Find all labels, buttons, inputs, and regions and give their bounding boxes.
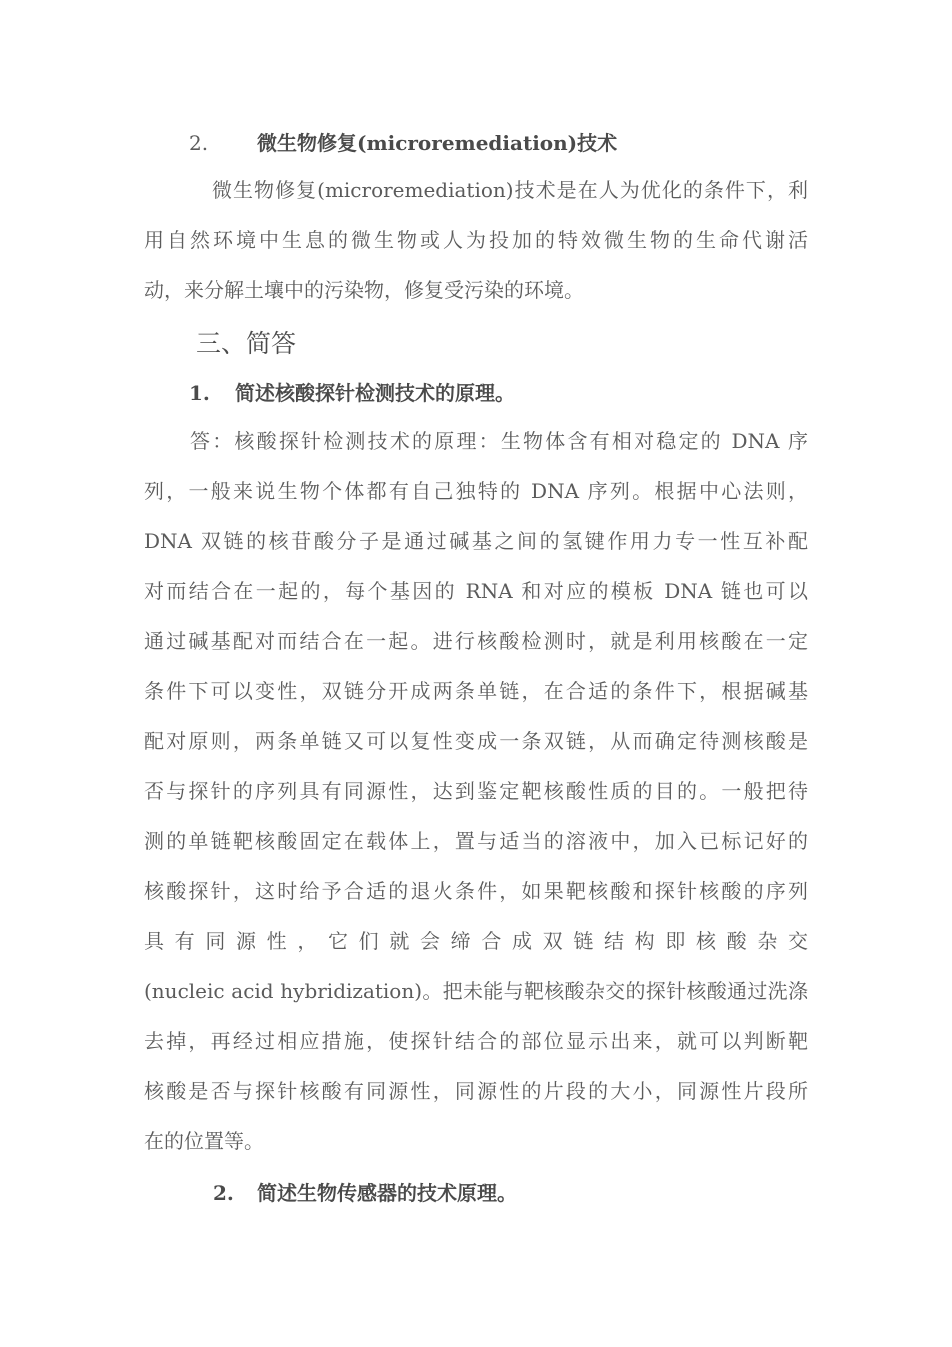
- section-title: 三、简答: [196, 329, 297, 358]
- answer-line: 测的单链靶核酸固定在载体上，置与适当的溶液中，加入已标记好的: [144, 829, 808, 853]
- question-1-heading: [189, 377, 515, 406]
- answer-line: 否与探针的序列具有同源性，达到鉴定靶核酸性质的目的。一般把待: [144, 779, 808, 803]
- heading-text: 微生物修复(microremediation)技术: [257, 131, 618, 155]
- question-number: 2.: [213, 1181, 234, 1205]
- answer-1-paragraph: [144, 416, 808, 1166]
- paragraph-line: 用自然环境中生息的微生物或人为投加的特效微生物的生命代谢活: [144, 228, 808, 252]
- question-text: 简述核酸探针检测技术的原理。: [235, 381, 515, 405]
- answer-line: 核酸探针，这时给予合适的退火条件，如果靶核酸和探针核酸的序列: [144, 879, 808, 903]
- answer-line: 答：核酸探针检测技术的原理：生物体含有相对稳定的 DNA 序: [190, 429, 808, 453]
- paragraph-line: 微生物修复(microremediation)技术是在人为优化的条件下，利: [212, 178, 808, 202]
- answer-line: 核酸是否与探针核酸有同源性，同源性的片段的大小，同源性片段所: [144, 1079, 808, 1103]
- answer-line: 列，一般来说生物个体都有自己独特的 DNA 序列。根据中心法则，: [144, 479, 808, 503]
- answer-line: 通过碱基配对而结合在一起。进行核酸检测时，就是利用核酸在一定: [144, 629, 808, 653]
- answer-line: 具有同源性，它们就会缔合成双链结构即核酸杂交: [144, 929, 808, 953]
- question-text: 简述生物传感器的技术原理。: [257, 1181, 517, 1205]
- answer-line: DNA 双链的核苷酸分子是通过碱基之间的氢键作用力专一性互补配: [144, 529, 808, 553]
- answer-line: 在的位置等。: [144, 1129, 264, 1153]
- paragraph-microremediation: [144, 165, 808, 315]
- question-number: 1.: [189, 381, 210, 405]
- heading-number: 2.: [189, 131, 209, 155]
- answer-line: (nucleic acid hybridization)。把未能与靶核酸杂交的探针核酸通过洗涤: [144, 979, 808, 1003]
- answer-line: 配对原则，两条单链又可以复性变成一条双链，从而确定待测核酸是: [144, 729, 808, 753]
- paragraph-line: 动，来分解土壤中的污染物，修复受污染的环境。: [144, 278, 584, 302]
- heading-microremediation: [189, 127, 617, 156]
- answer-line: 去掉，再经过相应措施，使探针结合的部位显示出来，就可以判断靶: [144, 1029, 808, 1053]
- answer-line: 条件下可以变性，双链分开成两条单链，在合适的条件下，根据碱基: [144, 679, 808, 703]
- answer-line: 对而结合在一起的，每个基因的 RNA 和对应的模板 DNA 链也可以: [144, 579, 808, 603]
- question-2-heading: [213, 1177, 517, 1206]
